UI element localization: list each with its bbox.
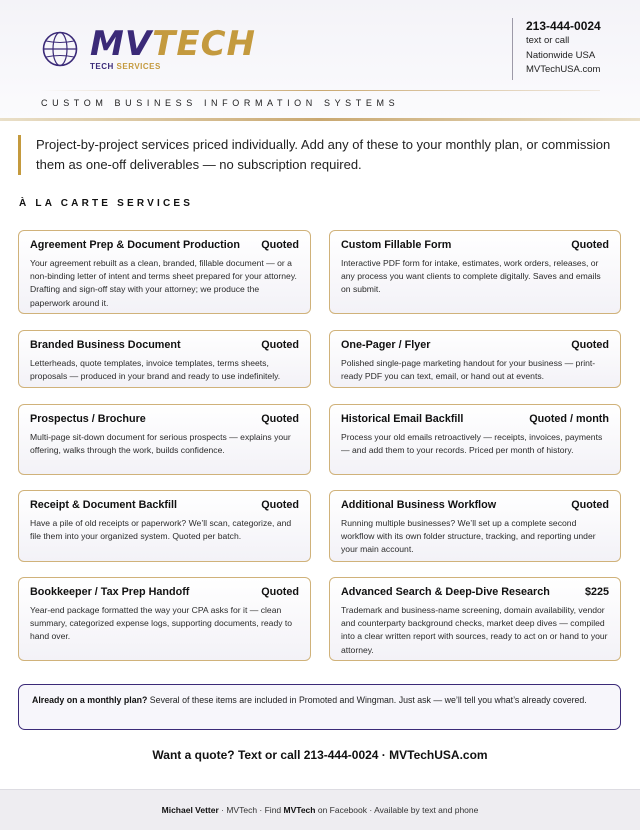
- service-title: Agreement Prep & Document Production: [30, 239, 240, 251]
- contact-method: text or call: [526, 35, 570, 46]
- service-title: Bookkeeper / Tax Prep Handoff: [30, 586, 190, 598]
- service-price: Quoted: [261, 586, 299, 598]
- service-price: Quoted: [261, 239, 299, 251]
- service-card: [329, 577, 621, 661]
- service-price: Quoted: [261, 339, 299, 351]
- service-card: [329, 230, 621, 314]
- service-title: Additional Business Workflow: [341, 499, 497, 511]
- service-price: Quoted: [571, 339, 609, 351]
- service-title: One-Pager / Flyer: [341, 339, 431, 351]
- note-lead: Already on a monthly plan?: [32, 695, 148, 705]
- service-price: $225: [584, 586, 609, 598]
- service-description: Year-end package formatted the way your CPA asks for it — clean summary, categorized expense logs, supporting documents, ready to hand over.: [30, 605, 293, 642]
- contact-block: [512, 18, 640, 80]
- service-title: Prospectus / Brochure: [30, 413, 146, 425]
- service-card: [329, 330, 621, 388]
- footer-text: Michael Vetter · MVTech · Find MVTech on Facebook · Available by text and phone: [161, 805, 479, 815]
- service-description: Letterheads, quote templates, invoice templates, terms sheets, proposals — produced in your brand and ready to use indefinitely.: [30, 358, 281, 382]
- contact-phone[interactable]: 213-444-0024: [526, 19, 601, 33]
- logo-subtitle: TECH SERVICES: [90, 62, 161, 71]
- header-divider: [0, 118, 640, 121]
- footer-brand: MVTech: [283, 805, 316, 815]
- footer: [0, 789, 640, 830]
- service-description: Your agreement rebuilt as a clean, branded, fillable document — or a non-binding letter of intent and terms sheet prepared for your attorney. Drafting and sign-off stay with your attorney; we produce the paperwork around it.: [30, 258, 297, 308]
- tagline-rule: [40, 90, 600, 91]
- service-price: Quoted / month: [529, 413, 609, 425]
- service-price: Quoted: [571, 499, 609, 511]
- contact-coverage: Nationwide USA: [526, 49, 596, 61]
- monthly-plan-note: [18, 684, 621, 730]
- service-description: Polished single-page marketing handout for your business — print-ready PDF you can text, email, or hand out at events.: [341, 358, 596, 382]
- service-title: Custom Fillable Form: [341, 239, 452, 251]
- service-description: Interactive PDF form for intake, estimates, work orders, releases, or any process you want clients to complete digitally. Saves and emails on submit.: [341, 258, 601, 295]
- call-to-action[interactable]: Want a quote? Text or call 213-444-0024 · MVTechUSA.com: [152, 748, 488, 762]
- logo-mv: MV: [90, 24, 153, 64]
- service-card: [329, 404, 621, 475]
- service-description: Multi-page sit-down document for serious prospects — explains your offering, walks through the work, builds confidence.: [30, 432, 291, 456]
- service-title: Receipt & Document Backfill: [30, 499, 177, 511]
- section-title: À LA CARTE SERVICES: [19, 198, 194, 209]
- tagline: CUSTOM BUSINESS INFORMATION SYSTEMS: [41, 98, 400, 108]
- service-title: Historical Email Backfill: [341, 413, 464, 425]
- service-price: Quoted: [261, 413, 299, 425]
- service-card: [329, 490, 621, 562]
- service-title: Branded Business Document: [30, 339, 181, 351]
- service-card: [18, 404, 311, 475]
- service-price: Quoted: [571, 239, 609, 251]
- service-description: Process your old emails retroactively — receipts, invoices, payments — and add them to your records. Priced per month of history.: [341, 432, 603, 456]
- brand-logo: [90, 24, 256, 64]
- service-card: [18, 490, 311, 562]
- service-card: [18, 230, 311, 314]
- service-card: [18, 330, 311, 388]
- contact-website[interactable]: MVTechUSA.com: [526, 64, 601, 75]
- service-title: Advanced Search & Deep-Dive Research: [341, 586, 550, 598]
- service-description: Running multiple businesses? We’ll set up a complete second workflow with its own folder structure, tracking, and reporting under your main account.: [341, 518, 596, 555]
- intro-text: Project-by-project services priced individually. Add any of these to your monthly plan, or commission them as one-off deliverables — no subscription required.: [18, 135, 640, 175]
- globe-icon: [42, 31, 78, 67]
- service-description: Trademark and business-name screening, domain availability, vendor and counterparty background checks, market deep dives — compiled into a clear written report with sources, ready to act on or hand to your attorney.: [341, 605, 608, 655]
- service-price: Quoted: [261, 499, 299, 511]
- footer-name: Michael Vetter: [161, 805, 219, 815]
- logo-tech: TECH: [152, 24, 256, 64]
- note-text: Several of these items are included in Promoted and Wingman. Just ask — we’ll tell you what’s already covered.: [147, 695, 587, 705]
- service-card: [18, 577, 311, 661]
- service-description: Have a pile of old receipts or paperwork? We’ll scan, categorize, and file them into your organized system. Quoted per batch.: [30, 518, 292, 542]
